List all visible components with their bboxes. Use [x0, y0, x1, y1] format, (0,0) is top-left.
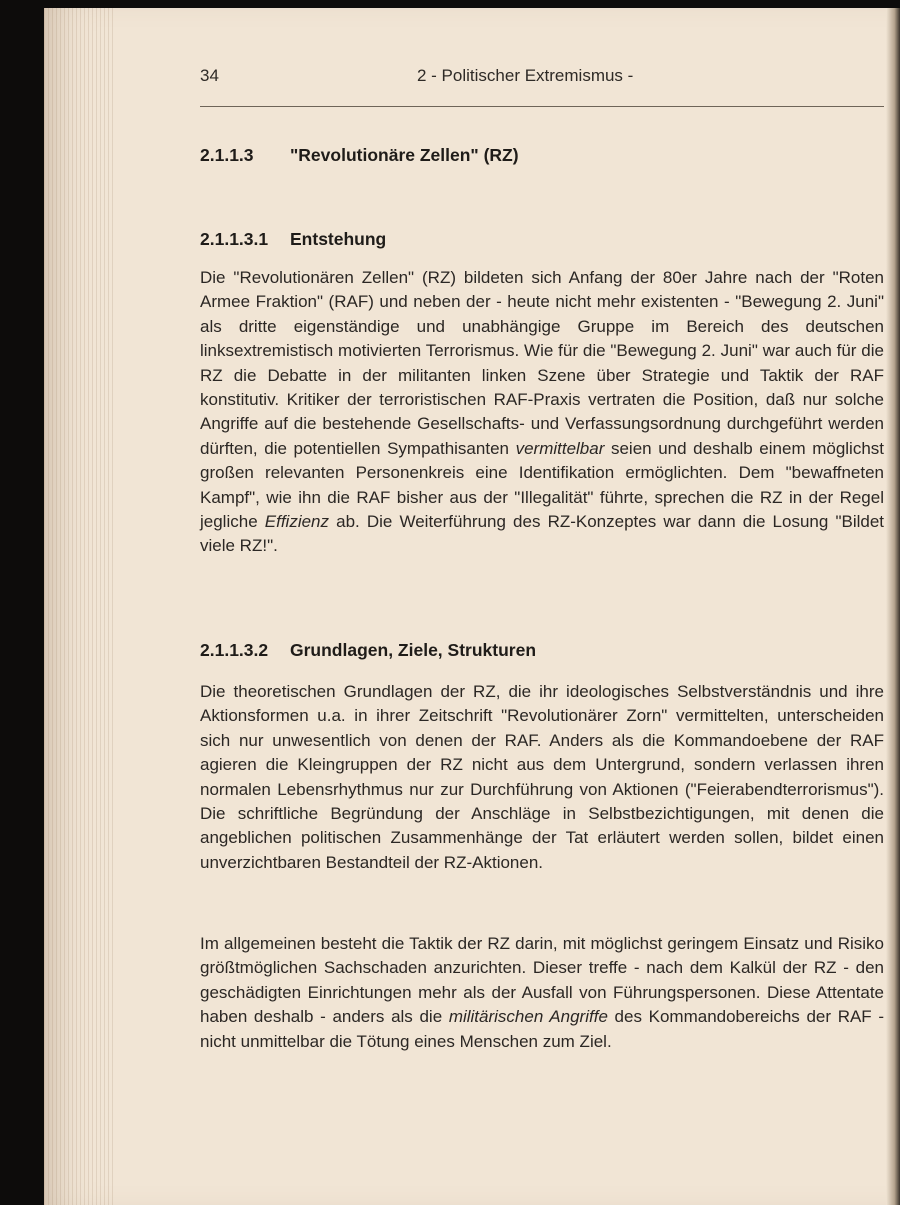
running-head: 2 - Politischer Extremismus -	[417, 66, 634, 85]
section-title: Grundlagen, Ziele, Strukturen	[290, 640, 537, 660]
section-heading-2-1-1-3-2	[200, 640, 537, 661]
paragraph-taktik: Im allgemeinen besteht die Taktik der RZ darin, mit möglichst geringem Einsatz und Risiko größtmöglichen Sachschaden anzurichten. Dieser treffe - nach dem Kalkül der RZ - den geschädigten Einrichtungen mehr als der Ausfall von Führungspersonen. Diese Attentate haben deshalb - anders als die militärischen Angriffe des Kommandobereichs der RAF - nicht unmittelbar die Tötung eines Menschen zum Ziel.	[200, 934, 885, 1051]
section-title: "Revolutionäre Zellen" (RZ)	[290, 145, 519, 165]
section-number: 2.1.1.3.2	[200, 640, 269, 660]
section-number: 2.1.1.3.1	[200, 229, 269, 249]
section-heading-2-1-1-3-1	[200, 229, 387, 250]
page-header	[200, 66, 884, 107]
section-heading-2-1-1-3	[200, 145, 519, 166]
page-number: 34	[200, 66, 219, 85]
page-edge	[886, 8, 900, 1205]
page-gutter	[44, 8, 114, 1205]
paragraph-grundlagen: Die theoretischen Grundlagen der RZ, die ihr ideologisches Selbstverständnis und ihre Aktionsformen u.a. in ihrer Zeitschrift "Revolutionärer Zorn" vermittelten, unterscheiden sich nur unwesentlich von denen der RAF. Anders als die Kommandoebene der RAF agieren die Kleingruppen der RZ nicht aus dem Untergrund, sondern verlassen ihren normalen Lebensrhythmus nur zur Durchführung von Aktionen ("Feierabendterrorismus"). Die schriftliche Begründung der Anschläge in Selbstbezichtigungen, mit denen die angeblichen politischen Zusammenhänge der Tat erläutert werden sollen, bildet einen unverzichtbaren Bestandteil der RZ-Aktionen.	[200, 682, 884, 872]
paragraph-entstehung: Die "Revolutionären Zellen" (RZ) bildeten sich Anfang der 80er Jahre nach der "Roten Armee Fraktion" (RAF) und neben der - heute nicht mehr existenten - "Bewegung 2. Juni" als dritte eigenständige und unabhängige Gruppe im Bereich des deutschen linksextremistisch motivierten Terrorismus. Wie für die "Bewegung 2. Juni" war auch für die RZ die Debatte in der militanten linken Szene über Strategie und Taktik der RAF konstitutiv. Kritiker der terroristischen RAF-Praxis vertraten die Position, daß nur solche Angriffe auf die bestehende Gesellschafts- und Verfassungsordnung durchgeführt werden dürften, die potentiellen Sympathisanten vermittelbar seien und deshalb einem möglichst großen relevanten Personenkreis eine Identifikation ermöglichten. Dem "bewaffneten Kampf", wie ihn die RAF bisher aus der "Illegalität" führte, sprechen die RZ in der Regel jegliche Effizienz ab. Die Weiterführung des RZ-Konzeptes war dann die Losung "Bildet viele RZ!".	[200, 268, 885, 556]
section-title: Entstehung	[290, 229, 387, 249]
section-number: 2.1.1.3	[200, 145, 254, 165]
